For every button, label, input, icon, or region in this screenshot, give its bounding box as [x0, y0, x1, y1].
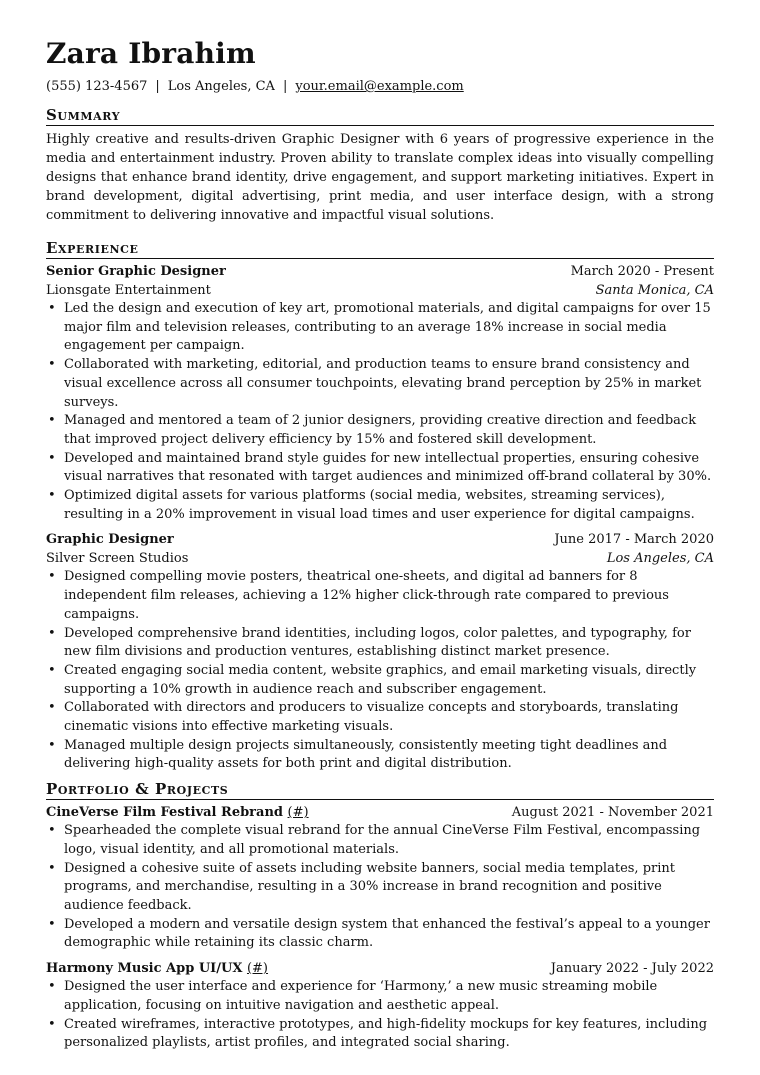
resume-page [46, 38, 714, 1059]
project-header-row [46, 959, 714, 978]
project-dates: January 2022 - July 2022 [550, 961, 714, 977]
bullet-item: • Managed and mentored a team of 2 junior designers, providing creative direction and feedback that improved project delivery efficiency by 15% and fostered skill development. [46, 412, 714, 449]
bullet-item: • Collaborated with directors and producers to visualize concepts and storyboards, translating cinematic visions into effective marketing visuals. [46, 699, 714, 736]
job-company-row [46, 549, 714, 568]
project-title-group [46, 959, 268, 978]
bullet-item: • Collaborated with marketing, editorial, and production teams to ensure brand consistency and visual excellence across all consumer touchpoints, elevating brand perception by 25% in market surveys. [46, 356, 714, 412]
bullet-item: • Optimized digital assets for various platforms (social media, websites, streaming services), resulting in a 20% improvement in visual load times and user experience for digital campaigns. [46, 487, 714, 524]
bullet-item: • Developed and maintained brand style guides for new intellectual properties, ensuring cohesive visual narratives that resonated with target audiences and minimized off-brand collateral by 30%. [46, 450, 714, 487]
job-title: Senior Graphic Designer [46, 264, 226, 279]
job-header-row [46, 262, 714, 281]
location: Los Angeles, CA [167, 79, 275, 94]
job-bullets [46, 300, 714, 524]
job-bullets [46, 568, 714, 774]
bullet-item: • Created engaging social media content, website graphics, and email marketing visuals, directly supporting a 10% growth in audience reach and subscriber engagement. [46, 662, 714, 699]
candidate-name: Zara Ibrahim [46, 37, 256, 70]
project-bullets [46, 822, 714, 953]
separator: | [155, 79, 160, 94]
contact-line [46, 78, 714, 96]
section-heading-experience: Experience [46, 239, 714, 259]
company-name: Silver Screen Studios [46, 551, 189, 567]
company-name: Lionsgate Entertainment [46, 283, 211, 298]
job-header-row [46, 530, 714, 549]
job-entry [46, 530, 714, 774]
project-title: Harmony Music App UI/UX [46, 961, 243, 977]
project-entry [46, 803, 714, 953]
job-dates: March 2020 - Present [570, 264, 714, 279]
bullet-item: • Led the design and execution of key art, promotional materials, and digital campaigns for over 15 major film and television releases, contributing to an average 18% increase in social media engagement per campaign. [46, 300, 714, 356]
bullet-item: • Spearheaded the complete visual rebrand for the annual CineVerse Film Festival, encompassing logo, visual identity, and all promotional materials. [46, 822, 714, 859]
job-company-row [46, 281, 714, 300]
job-dates: June 2017 - March 2020 [554, 532, 714, 548]
job-title: Graphic Designer [46, 532, 174, 548]
separator: | [282, 79, 288, 94]
bullet-item: • Designed compelling movie posters, theatrical one-sheets, and digital ad banners for 8 independent film releases, achieving a 12% higher click-through rate compared to previous campaigns. [46, 568, 714, 624]
summary-text: Highly creative and results-driven Graphic Designer with 6 years of progressive experience in the media and entertainment industry. Proven ability to translate complex ideas into visually compelling designs that enhance brand identity, drive engagement, and support marketing initiatives. Expert in brand development, digital advertising, print media, and user interface design, with a strong commitment to delivering innovative and impactful visual solutions. [46, 132, 714, 223]
project-title-group [46, 803, 309, 822]
bullet-item: • Designed the user interface and experience for ‘Harmony,’ a new music streaming mobile application, focusing on intuitive navigation and aesthetic appeal. [46, 978, 714, 1015]
project-link[interactable]: (#) [246, 961, 269, 977]
project-title: CineVerse Film Festival Rebrand [46, 805, 283, 821]
section-heading-summary: Summary [46, 106, 714, 126]
phone-number: (555) 123-4567 [46, 79, 148, 94]
bullet-item: • Designed a cohesive suite of assets including website banners, social media templates, print programs, and merchandise, resulting in a 30% increase in brand recognition and positive audience feedback. [46, 860, 714, 916]
project-entry [46, 959, 714, 1053]
bullet-item: • Developed a modern and versatile design system that enhanced the festival’s appeal to a younger demographic while retaining its classic charm. [46, 916, 714, 953]
section-heading-portfolio: Portfolio & Projects [46, 780, 714, 800]
job-location: Santa Monica, CA [595, 283, 714, 298]
project-bullets [46, 978, 714, 1053]
project-dates: August 2021 - November 2021 [511, 805, 714, 821]
project-link[interactable]: (#) [287, 805, 309, 821]
job-location: Los Angeles, CA [606, 551, 714, 567]
bullet-item: • Developed comprehensive brand identities, including logos, color palettes, and typography, for new film divisions and production ventures, establishing distinct market presence. [46, 625, 714, 662]
bullet-item: • Created wireframes, interactive prototypes, and high-fidelity mockups for key features, including personalized playlists, artist profiles, and integrated social sharing. [46, 1016, 714, 1053]
bullet-item: • Managed multiple design projects simultaneously, consistently meeting tight deadlines and delivering high-quality assets for both print and digital distribution. [46, 737, 714, 774]
job-entry [46, 262, 714, 524]
project-header-row [46, 803, 714, 822]
email-link[interactable]: your.email@example.com [295, 79, 464, 94]
